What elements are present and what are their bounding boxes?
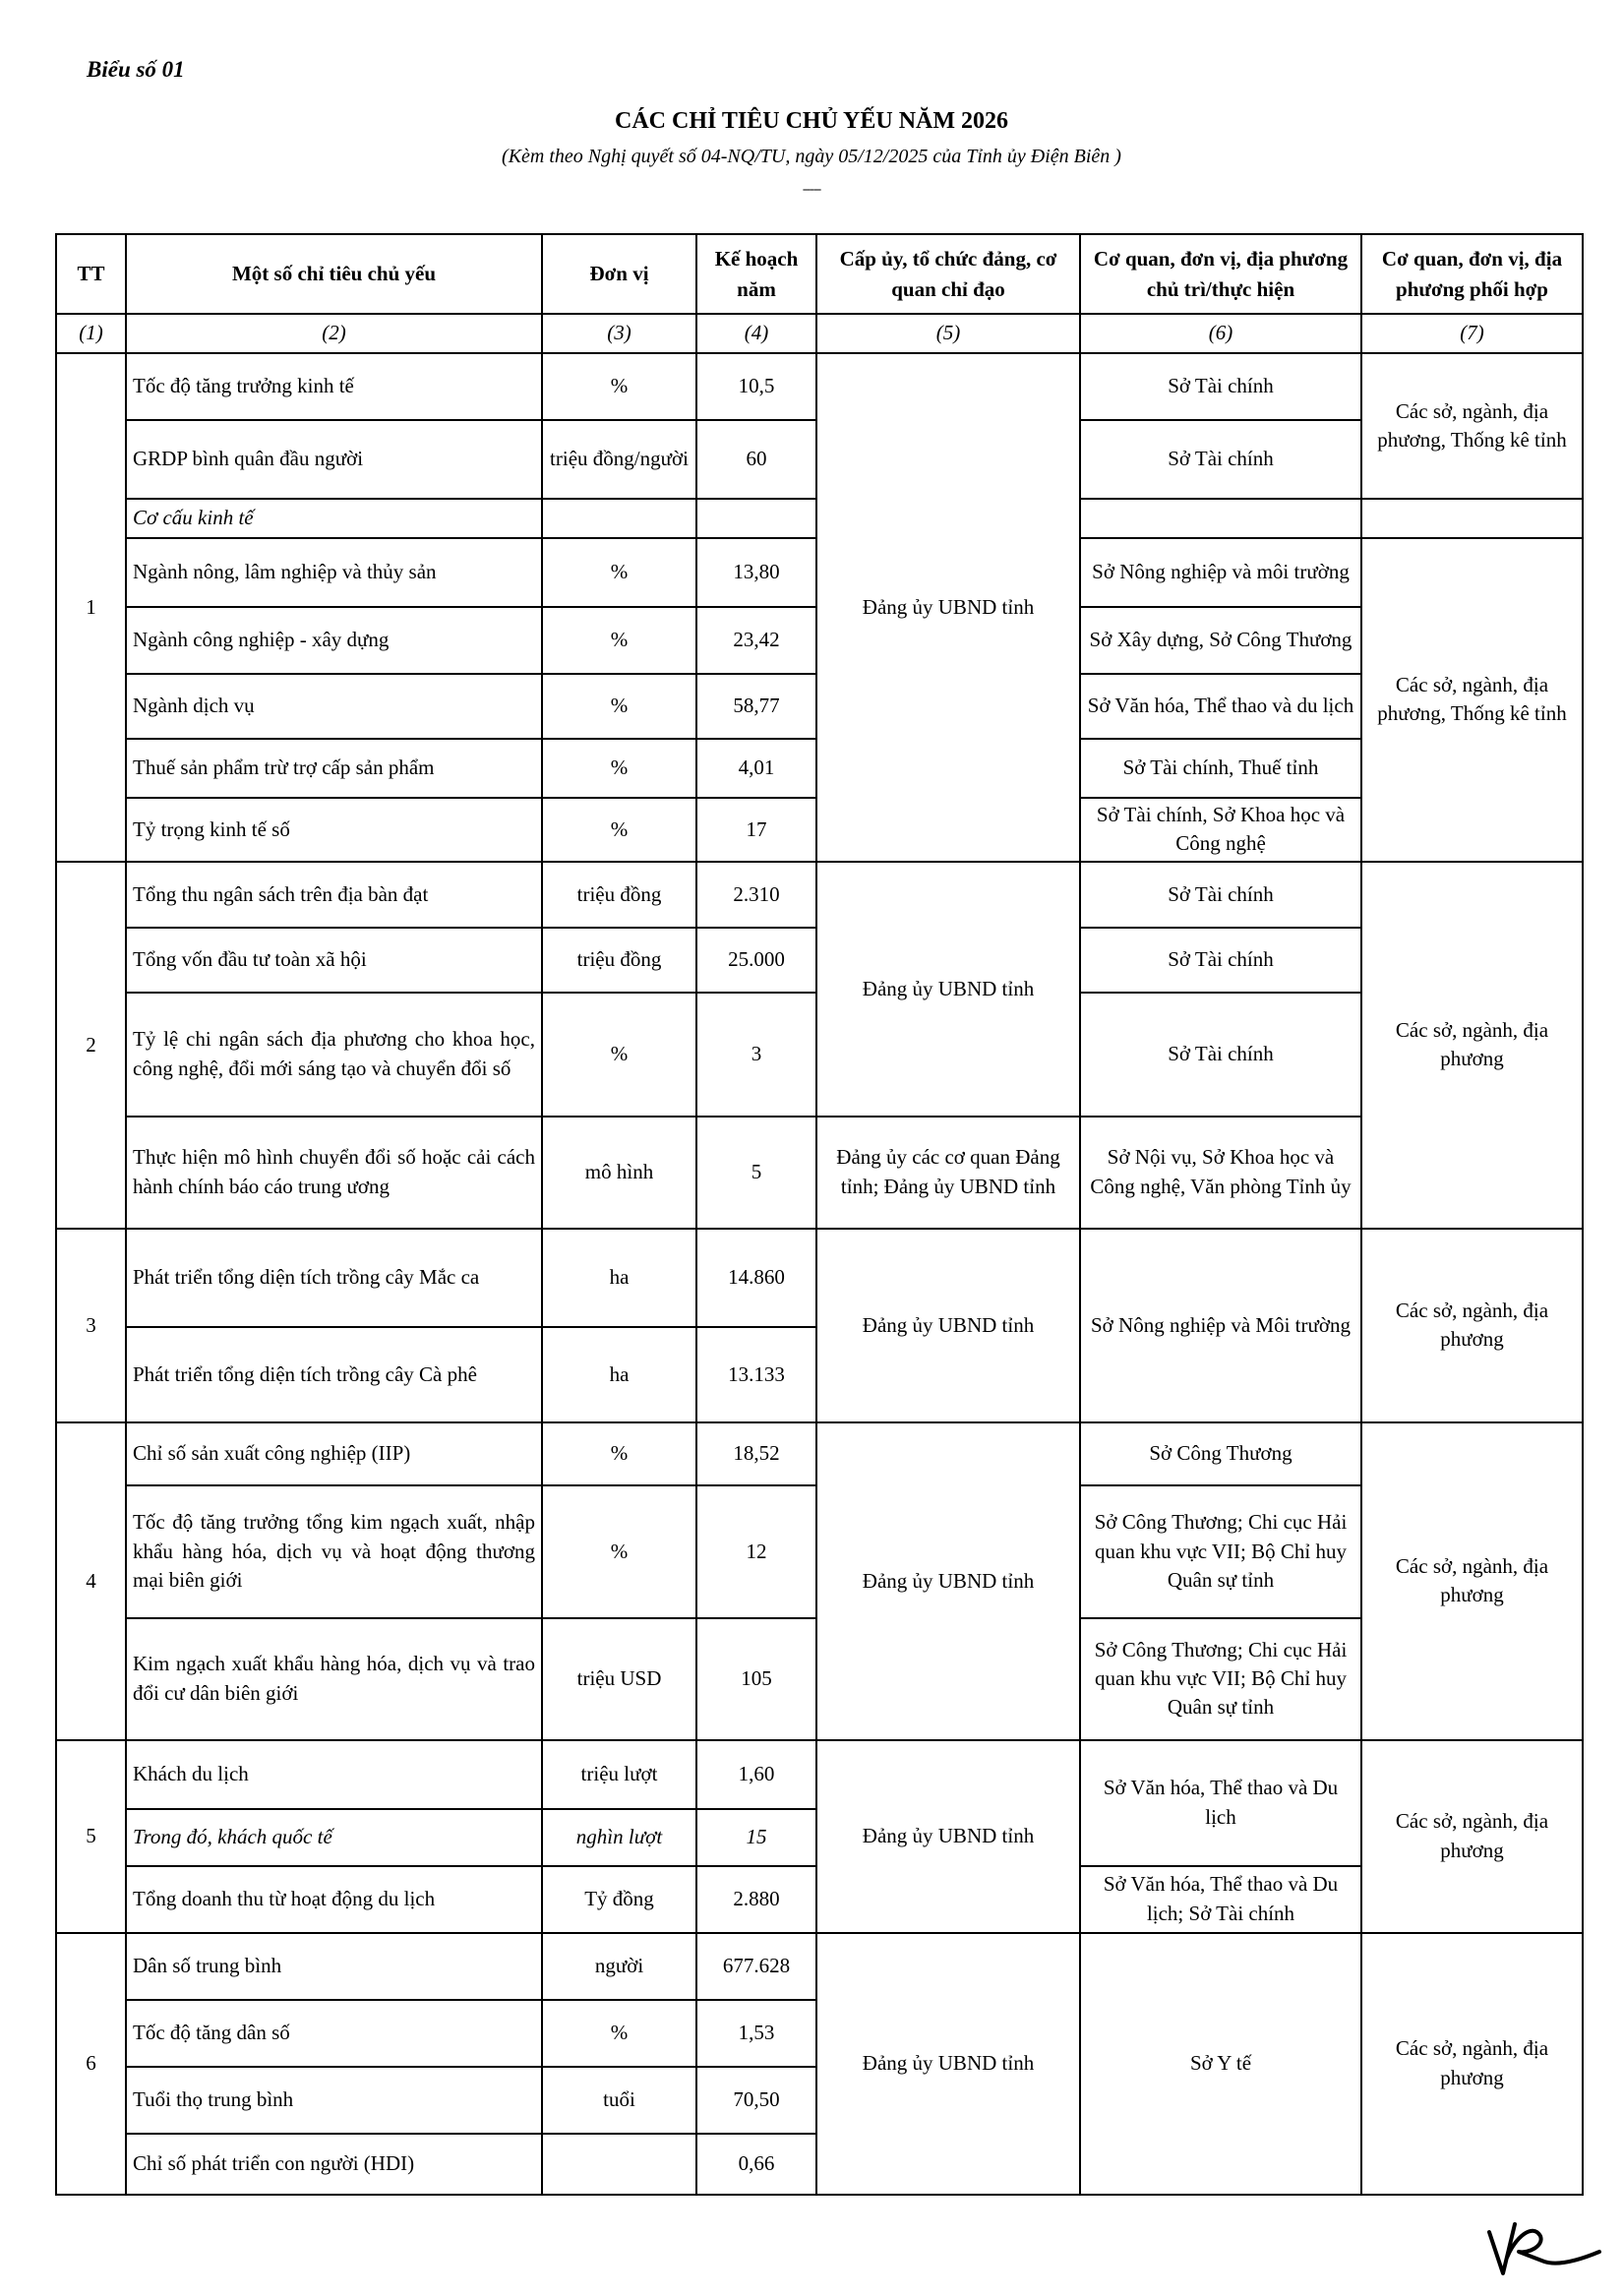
separator: ----- [802, 182, 821, 197]
lead-cell: Sở Văn hóa, Thể thao và Du lịch [1080, 1740, 1361, 1866]
directing-cell: Đảng ủy UBND tỉnh [816, 1229, 1080, 1422]
indicator-cell: Tốc độ tăng dân số [126, 2000, 542, 2067]
plan-cell: 13.133 [696, 1327, 816, 1422]
header-lead: Cơ quan, đơn vị, địa phương chủ trì/thực hiện [1080, 234, 1361, 314]
indicator-cell: Tổng vốn đầu tư toàn xã hội [126, 928, 542, 993]
lead-cell [1080, 499, 1361, 538]
directing-cell: Đảng ủy UBND tỉnh [816, 862, 1080, 1117]
plan-cell: 677.628 [696, 1933, 816, 2000]
unit-cell: ha [542, 1229, 696, 1327]
indicator-cell: Phát triển tổng diện tích trồng cây Mắc ca [126, 1229, 542, 1327]
group-number: 3 [56, 1229, 126, 1422]
unit-cell: % [542, 538, 696, 607]
lead-cell: Sở Tài chính, Sở Khoa học và Công nghệ [1080, 798, 1361, 862]
column-index-row [56, 314, 1583, 353]
table-row [56, 1933, 1583, 2000]
unit-cell: triệu USD [542, 1618, 696, 1740]
plan-cell: 4,01 [696, 739, 816, 798]
plan-cell: 105 [696, 1618, 816, 1740]
coordinating-cell: Các sở, ngành, địa phương [1361, 862, 1583, 1229]
plan-cell: 12 [696, 1485, 816, 1618]
header-tt: TT [56, 234, 126, 314]
lead-cell: Sở Văn hóa, Thể thao và Du lịch; Sở Tài chính [1080, 1866, 1361, 1933]
unit-cell: % [542, 993, 696, 1117]
plan-cell: 1,60 [696, 1740, 816, 1809]
header-coordinating: Cơ quan, đơn vị, địa phương phối hợp [1361, 234, 1583, 314]
plan-cell: 2.880 [696, 1866, 816, 1933]
header-plan: Kế hoạch năm [696, 234, 816, 314]
indicator-cell: Ngành nông, lâm nghiệp và thủy sản [126, 538, 542, 607]
table-row [56, 353, 1583, 420]
unit-cell: triệu đồng [542, 862, 696, 928]
page-title: CÁC CHỈ TIÊU CHỦ YẾU NĂM 2026 [614, 108, 1009, 134]
plan-cell [696, 499, 816, 538]
indicator-cell: Chỉ số phát triển con người (HDI) [126, 2134, 542, 2195]
indicator-cell: Tổng thu ngân sách trên địa bàn đạt [126, 862, 542, 928]
indicators-table [55, 233, 1584, 2196]
indicator-cell: Thực hiện mô hình chuyển đổi số hoặc cải cách hành chính báo cáo trung ương [126, 1117, 542, 1229]
unit-cell: % [542, 607, 696, 674]
unit-cell: triệu đồng [542, 928, 696, 993]
indicator-cell: Tốc độ tăng trưởng kinh tế [126, 353, 542, 420]
table-row [56, 1422, 1583, 1485]
plan-cell: 2.310 [696, 862, 816, 928]
unit-cell: % [542, 353, 696, 420]
plan-cell: 70,50 [696, 2067, 816, 2134]
plan-cell: 60 [696, 420, 816, 499]
group-number: 4 [56, 1422, 126, 1740]
indicator-cell: Khách du lịch [126, 1740, 542, 1809]
plan-cell: 0,66 [696, 2134, 816, 2195]
coordinating-cell: Các sở, ngành, địa phương [1361, 1740, 1583, 1933]
lead-cell: Sở Tài chính [1080, 862, 1361, 928]
table-row [56, 1740, 1583, 1809]
unit-cell: tuổi [542, 2067, 696, 2134]
coordinating-cell: Các sở, ngành, địa phương, Thống kê tỉnh [1361, 538, 1583, 862]
table-row [56, 1117, 1583, 1229]
group-number: 5 [56, 1740, 126, 1933]
group-number: 1 [56, 353, 126, 862]
directing-cell: Đảng ủy UBND tỉnh [816, 1740, 1080, 1933]
indicator-cell: Phát triển tổng diện tích trồng cây Cà phê [126, 1327, 542, 1422]
column-index: (3) [542, 314, 696, 353]
unit-cell: % [542, 1422, 696, 1485]
unit-cell: % [542, 674, 696, 739]
column-index: (6) [1080, 314, 1361, 353]
indicator-cell: Tỷ trọng kinh tế số [126, 798, 542, 862]
table-row [56, 862, 1583, 928]
plan-cell: 18,52 [696, 1422, 816, 1485]
indicator-cell: Tổng doanh thu từ hoạt động du lịch [126, 1866, 542, 1933]
unit-cell: % [542, 798, 696, 862]
coordinating-cell: Các sở, ngành, địa phương [1361, 1422, 1583, 1740]
indicator-cell: Tuổi thọ trung bình [126, 2067, 542, 2134]
indicator-cell: Tốc độ tăng trưởng tổng kim ngạch xuất, nhập khẩu hàng hóa, dịch vụ và hoạt động thương mại biên giới [126, 1485, 542, 1618]
indicator-cell: Trong đó, khách quốc tế [126, 1809, 542, 1866]
unit-cell: % [542, 739, 696, 798]
indicator-cell: Ngành dịch vụ [126, 674, 542, 739]
lead-cell: Sở Nông nghiệp và môi trường [1080, 538, 1361, 607]
column-index: (4) [696, 314, 816, 353]
form-label: Biểu số 01 [87, 57, 185, 82]
plan-cell: 13,80 [696, 538, 816, 607]
plan-cell: 15 [696, 1809, 816, 1866]
indicator-cell: Kim ngạch xuất khẩu hàng hóa, dịch vụ và trao đổi cư dân biên giới [126, 1618, 542, 1740]
indicator-cell: Dân số trung bình [126, 1933, 542, 2000]
coordinating-cell: Các sở, ngành, địa phương, Thống kê tỉnh [1361, 353, 1583, 499]
unit-cell: mô hình [542, 1117, 696, 1229]
group-number: 6 [56, 1933, 126, 2195]
header-row [56, 234, 1583, 314]
indicator-cell: Cơ cấu kinh tế [126, 499, 542, 538]
lead-cell: Sở Y tế [1080, 1933, 1361, 2195]
lead-cell: Sở Tài chính, Thuế tỉnh [1080, 739, 1361, 798]
plan-cell: 10,5 [696, 353, 816, 420]
plan-cell: 58,77 [696, 674, 816, 739]
coordinating-cell [1361, 499, 1583, 538]
unit-cell [542, 2134, 696, 2195]
lead-cell: Sở Tài chính [1080, 993, 1361, 1117]
header-unit: Đơn vị [542, 234, 696, 314]
indicator-cell: GRDP bình quân đầu người [126, 420, 542, 499]
signature-initials [1485, 2218, 1603, 2287]
indicator-cell: Tỷ lệ chi ngân sách địa phương cho khoa học, công nghệ, đổi mới sáng tạo và chuyển đổi số [126, 993, 542, 1117]
lead-cell: Sở Công Thương; Chi cục Hải quan khu vực VII; Bộ Chỉ huy Quân sự tỉnh [1080, 1618, 1361, 1740]
coordinating-cell: Các sở, ngành, địa phương [1361, 1229, 1583, 1422]
directing-cell: Đảng ủy UBND tỉnh [816, 1933, 1080, 2195]
indicator-cell: Thuế sản phẩm trừ trợ cấp sản phẩm [126, 739, 542, 798]
plan-cell: 3 [696, 993, 816, 1117]
lead-cell: Sở Nông nghiệp và Môi trường [1080, 1229, 1361, 1422]
lead-cell: Sở Tài chính [1080, 420, 1361, 499]
unit-cell: triệu đồng/người [542, 420, 696, 499]
lead-cell: Sở Tài chính [1080, 353, 1361, 420]
table-row [56, 1229, 1583, 1327]
unit-cell: Tỷ đồng [542, 1866, 696, 1933]
lead-cell: Sở Tài chính [1080, 928, 1361, 993]
unit-cell: % [542, 1485, 696, 1618]
plan-cell: 14.860 [696, 1229, 816, 1327]
header-directing: Cấp ủy, tổ chức đảng, cơ quan chỉ đạo [816, 234, 1080, 314]
directing-cell: Đảng ủy UBND tỉnh [816, 1422, 1080, 1740]
column-index: (5) [816, 314, 1080, 353]
column-index: (1) [56, 314, 126, 353]
lead-cell: Sở Nội vụ, Sở Khoa học và Công nghệ, Văn phòng Tỉnh ủy [1080, 1117, 1361, 1229]
unit-cell: % [542, 2000, 696, 2067]
lead-cell: Sở Xây dựng, Sở Công Thương [1080, 607, 1361, 674]
header-indicator: Một số chỉ tiêu chủ yếu [126, 234, 542, 314]
unit-cell: người [542, 1933, 696, 2000]
unit-cell [542, 499, 696, 538]
directing-cell: Đảng ủy các cơ quan Đảng tỉnh; Đảng ủy UBND tỉnh [816, 1117, 1080, 1229]
plan-cell: 23,42 [696, 607, 816, 674]
unit-cell: ha [542, 1327, 696, 1422]
unit-cell: triệu lượt [542, 1740, 696, 1809]
column-index: (7) [1361, 314, 1583, 353]
lead-cell: Sở Công Thương; Chi cục Hải quan khu vực VII; Bộ Chỉ huy Quân sự tỉnh [1080, 1485, 1361, 1618]
group-number: 2 [56, 862, 126, 1229]
column-index: (2) [126, 314, 542, 353]
lead-cell: Sở Văn hóa, Thể thao và du lịch [1080, 674, 1361, 739]
indicator-cell: Ngành công nghiệp - xây dựng [126, 607, 542, 674]
plan-cell: 5 [696, 1117, 816, 1229]
directing-cell: Đảng ủy UBND tỉnh [816, 353, 1080, 862]
plan-cell: 25.000 [696, 928, 816, 993]
indicator-cell: Chỉ số sản xuất công nghiệp (IIP) [126, 1422, 542, 1485]
plan-cell: 1,53 [696, 2000, 816, 2067]
coordinating-cell: Các sở, ngành, địa phương [1361, 1933, 1583, 2195]
page-subtitle: (Kèm theo Nghị quyết số 04-NQ/TU, ngày 05/12/2025 của Tỉnh ủy Điện Biên ) [502, 146, 1121, 167]
lead-cell: Sở Công Thương [1080, 1422, 1361, 1485]
plan-cell: 17 [696, 798, 816, 862]
unit-cell: nghìn lượt [542, 1809, 696, 1866]
